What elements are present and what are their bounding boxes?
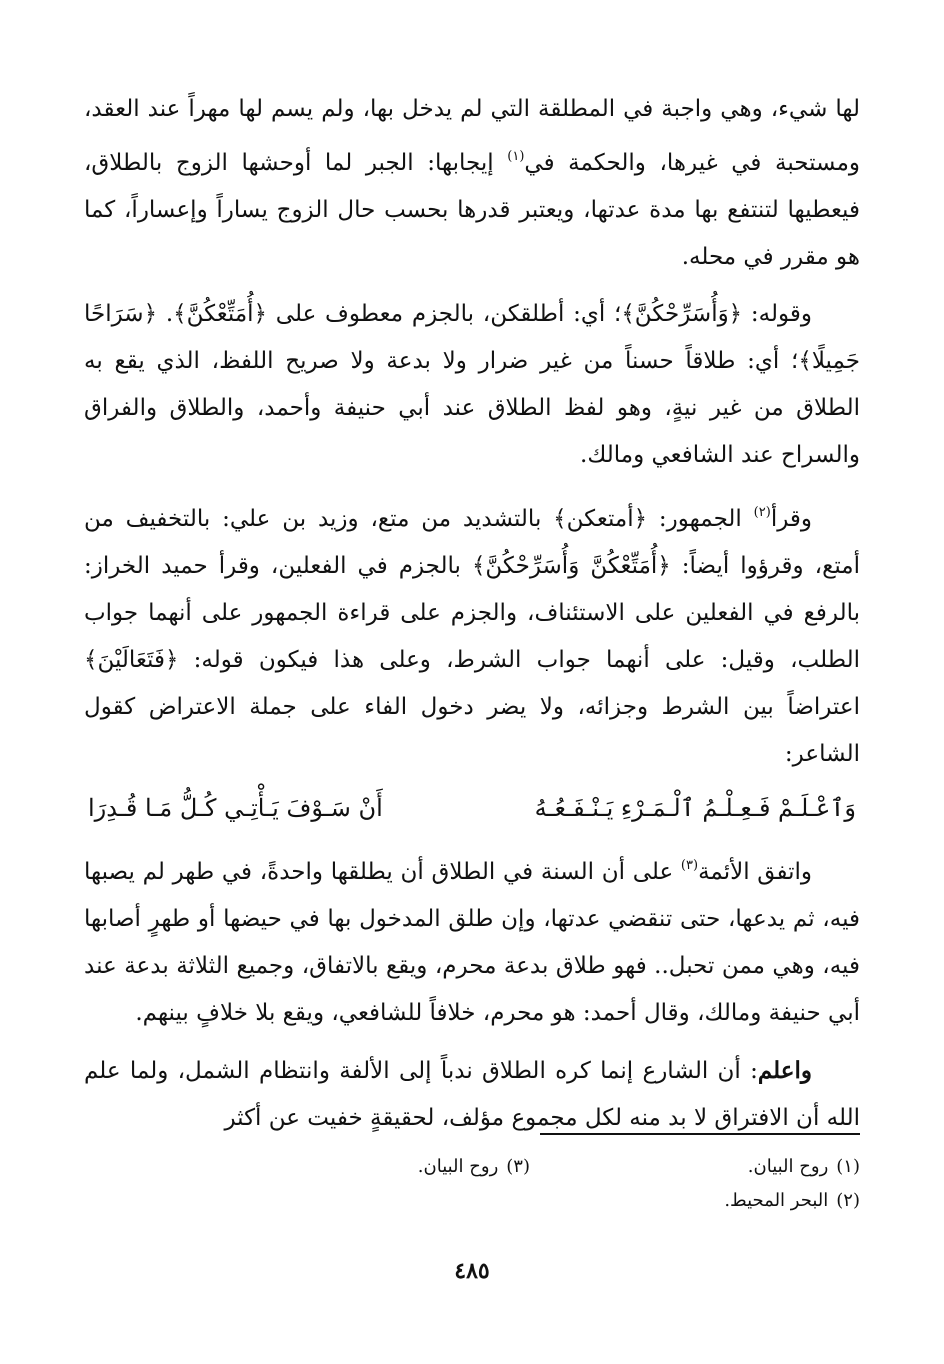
poetry-verse	[84, 784, 860, 832]
paragraph-3	[84, 489, 860, 778]
paragraph-4-text: على أن السنة في الطلاق أن يطلقها واحدةً، في طهر لم يصبها فيه، ثم يدعها، حتى تنقضي عدتها، وإن طلق المدخول بها في حيضها أو طهرٍ أصابها فيه، وهي ممن تحبل.. فهو طلاق بدعة محرم، ويقع بالاتفاق، وجميع الثلاثة بدعة عند أبي حنيفة ومالك، وقال أحمد: هو محرم، خلافاً للشافعي، ويقع بلا خلافٍ بينهم.	[84, 859, 860, 1026]
page-number: ٤٨٥	[454, 1258, 490, 1284]
paragraph-2: وقوله: ﴿وَأُسَرِّحْكُنَّ﴾؛ أي: أطلقكن، بالجزم معطوف على ﴿أُمَتِّعْكُنَّ﴾. ﴿سَرَاحًا جَمِيلًا﴾؛ أي: طلاقاً حسناً من غير ضرار ولا بدعة ولا صريح اللفظ، الذي يقع به الطلاق من غير نيةٍ، وهو لفظ الطلاق عند أبي حنيفة وأحمد، والطلاق والفراق والسراح عند الشافعي ومالك.	[84, 301, 860, 468]
paragraph-4	[84, 842, 860, 1037]
paragraph-1	[84, 86, 860, 281]
footnote-2-text: البحر المحيط.	[724, 1190, 829, 1211]
paragraph-3-text: الجمهور: ﴿أمتعكن﴾ بالتشديد من متع، وزيد بن علي: بالتخفيف من أمتع، وقرؤوا أيضاً: ﴿أُمَتِّعْكُنَّ وَأُسَرِّحْكُنَّ﴾ بالجزم في الفعلين، وقرأ حميد الخراز: بالرفع في الفعلين على الاستئناف، والجزم على قراءة الجمهور على أنهما جواب الطلب، وقيل: على أنهما جواب الشرط، وعلى هذا فيكون قوله: ﴿فَتَعَالَيْنَ﴾ اعتراضاً بين الشرط وجزائه، ولا يضر دخول الفاء على جملة الاعتراض كقول الشاعر:	[84, 506, 860, 767]
footnote-1-number: (١)	[836, 1156, 860, 1177]
footnote-ref-1: (١)	[507, 149, 525, 164]
paragraph-4-lead: واتفق الأئمة	[698, 859, 813, 885]
footnote-2	[530, 1184, 860, 1218]
footnote-3-number: (٣)	[506, 1156, 530, 1177]
footnote-1	[530, 1150, 860, 1184]
verse-first-hemistich: وَٱعْـلَـمْ فَـعِـلْـمُ ٱلْـمَـرْءِ يَـنْـفَـعُـهُ	[534, 794, 856, 822]
paragraph-3-lead: وقرأ	[770, 506, 812, 532]
footnote-3-text: روح البيان.	[417, 1156, 499, 1177]
footnote-3	[200, 1150, 530, 1184]
footnote-separator	[540, 1133, 860, 1135]
paragraph-5	[84, 1047, 860, 1142]
footnote-2-number: (٢)	[836, 1190, 860, 1211]
footnote-row-1	[84, 1150, 860, 1184]
footnote-ref-2: (٢)	[753, 505, 771, 520]
paragraph-5-text: : أن الشارع إنما كره الطلاق ندباً إلى الألفة وانتظام الشمل، ولما علم الله أن الافتراق لا بد منه لكل مجموع مؤلف، لحقيقةٍ خفيت عن أكثر	[84, 1058, 860, 1131]
footnotes	[84, 1150, 860, 1218]
footnote-ref-3: (٣)	[680, 858, 699, 873]
main-text	[84, 86, 860, 1142]
verse-second-hemistich: أَنْ سَـوْفَ يَـأْتِـي كُـلُّ مَـا قُـدِرَا	[88, 794, 383, 822]
paragraph-5-bold-lead: واعلم	[757, 1057, 812, 1084]
paragraph-1-text: لها شيء، وهي واجبة في المطلقة التي لم يدخل بها، ولم يسم لها مهراً عند العقد، ومستحبة في غيرها، والحكمة في	[84, 96, 860, 176]
paragraph-1-text-rest: إيجابها: الجبر لما أوحشها الزوج بالطلاق، فيعطيها لتنتفع بها مدة عدتها، ويعتبر قدرها بحسب حال الزوج يساراً وإعساراً، كما هو مقرر في محله.	[84, 150, 860, 270]
footnote-1-text: روح البيان.	[747, 1156, 829, 1177]
footnote-row-2	[84, 1184, 860, 1218]
